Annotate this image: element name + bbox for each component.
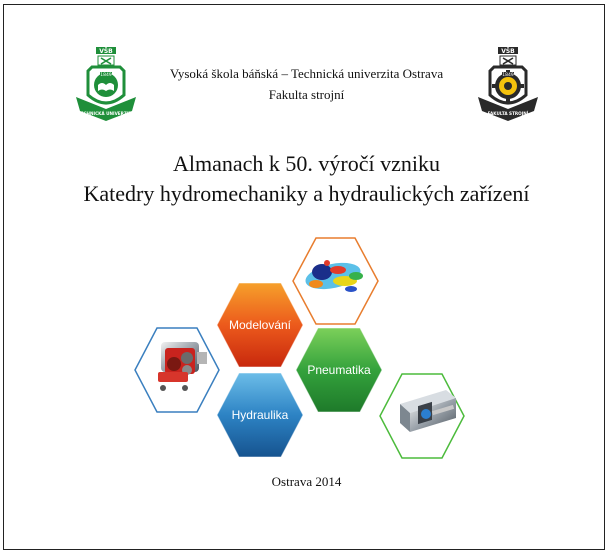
pneumatika-hexagon: [296, 328, 382, 412]
title-line-2: Katedry hydromechaniky a hydraulických zařízení: [83, 181, 530, 206]
logo-right-year: 1849: [502, 73, 514, 78]
pneumatika-label: Pneumatika: [307, 363, 371, 377]
hydraulika-label: Hydraulika: [231, 408, 289, 422]
modelovani-label: Modelování: [228, 318, 292, 332]
logo-left-ring-text: TECHNICKÁ UNIVERZITA: [77, 111, 135, 116]
cylinder-image-hexagon: [380, 374, 464, 458]
logo-right-top-text: VŠB: [501, 48, 515, 55]
university-name: Vysoká škola báňská – Technická univerzita Ostrava: [169, 66, 444, 81]
modelovani-hexagon: [217, 283, 303, 367]
logo-right-ring-text: FAKULTA STROJNÍ: [487, 111, 529, 116]
logo-left-year: 1849: [100, 73, 112, 78]
pump-image-hexagon: [135, 328, 219, 412]
hydraulika-hexagon: [217, 373, 303, 457]
place-and-year: Ostrava 2014: [271, 474, 342, 489]
logo-left-top-text: VŠB: [99, 48, 113, 55]
title-line-1: Almanach k 50. výročí vzniku: [173, 151, 440, 176]
faculty-name: Fakulta strojní: [268, 87, 345, 102]
cfd-image-hexagon: [293, 238, 378, 324]
